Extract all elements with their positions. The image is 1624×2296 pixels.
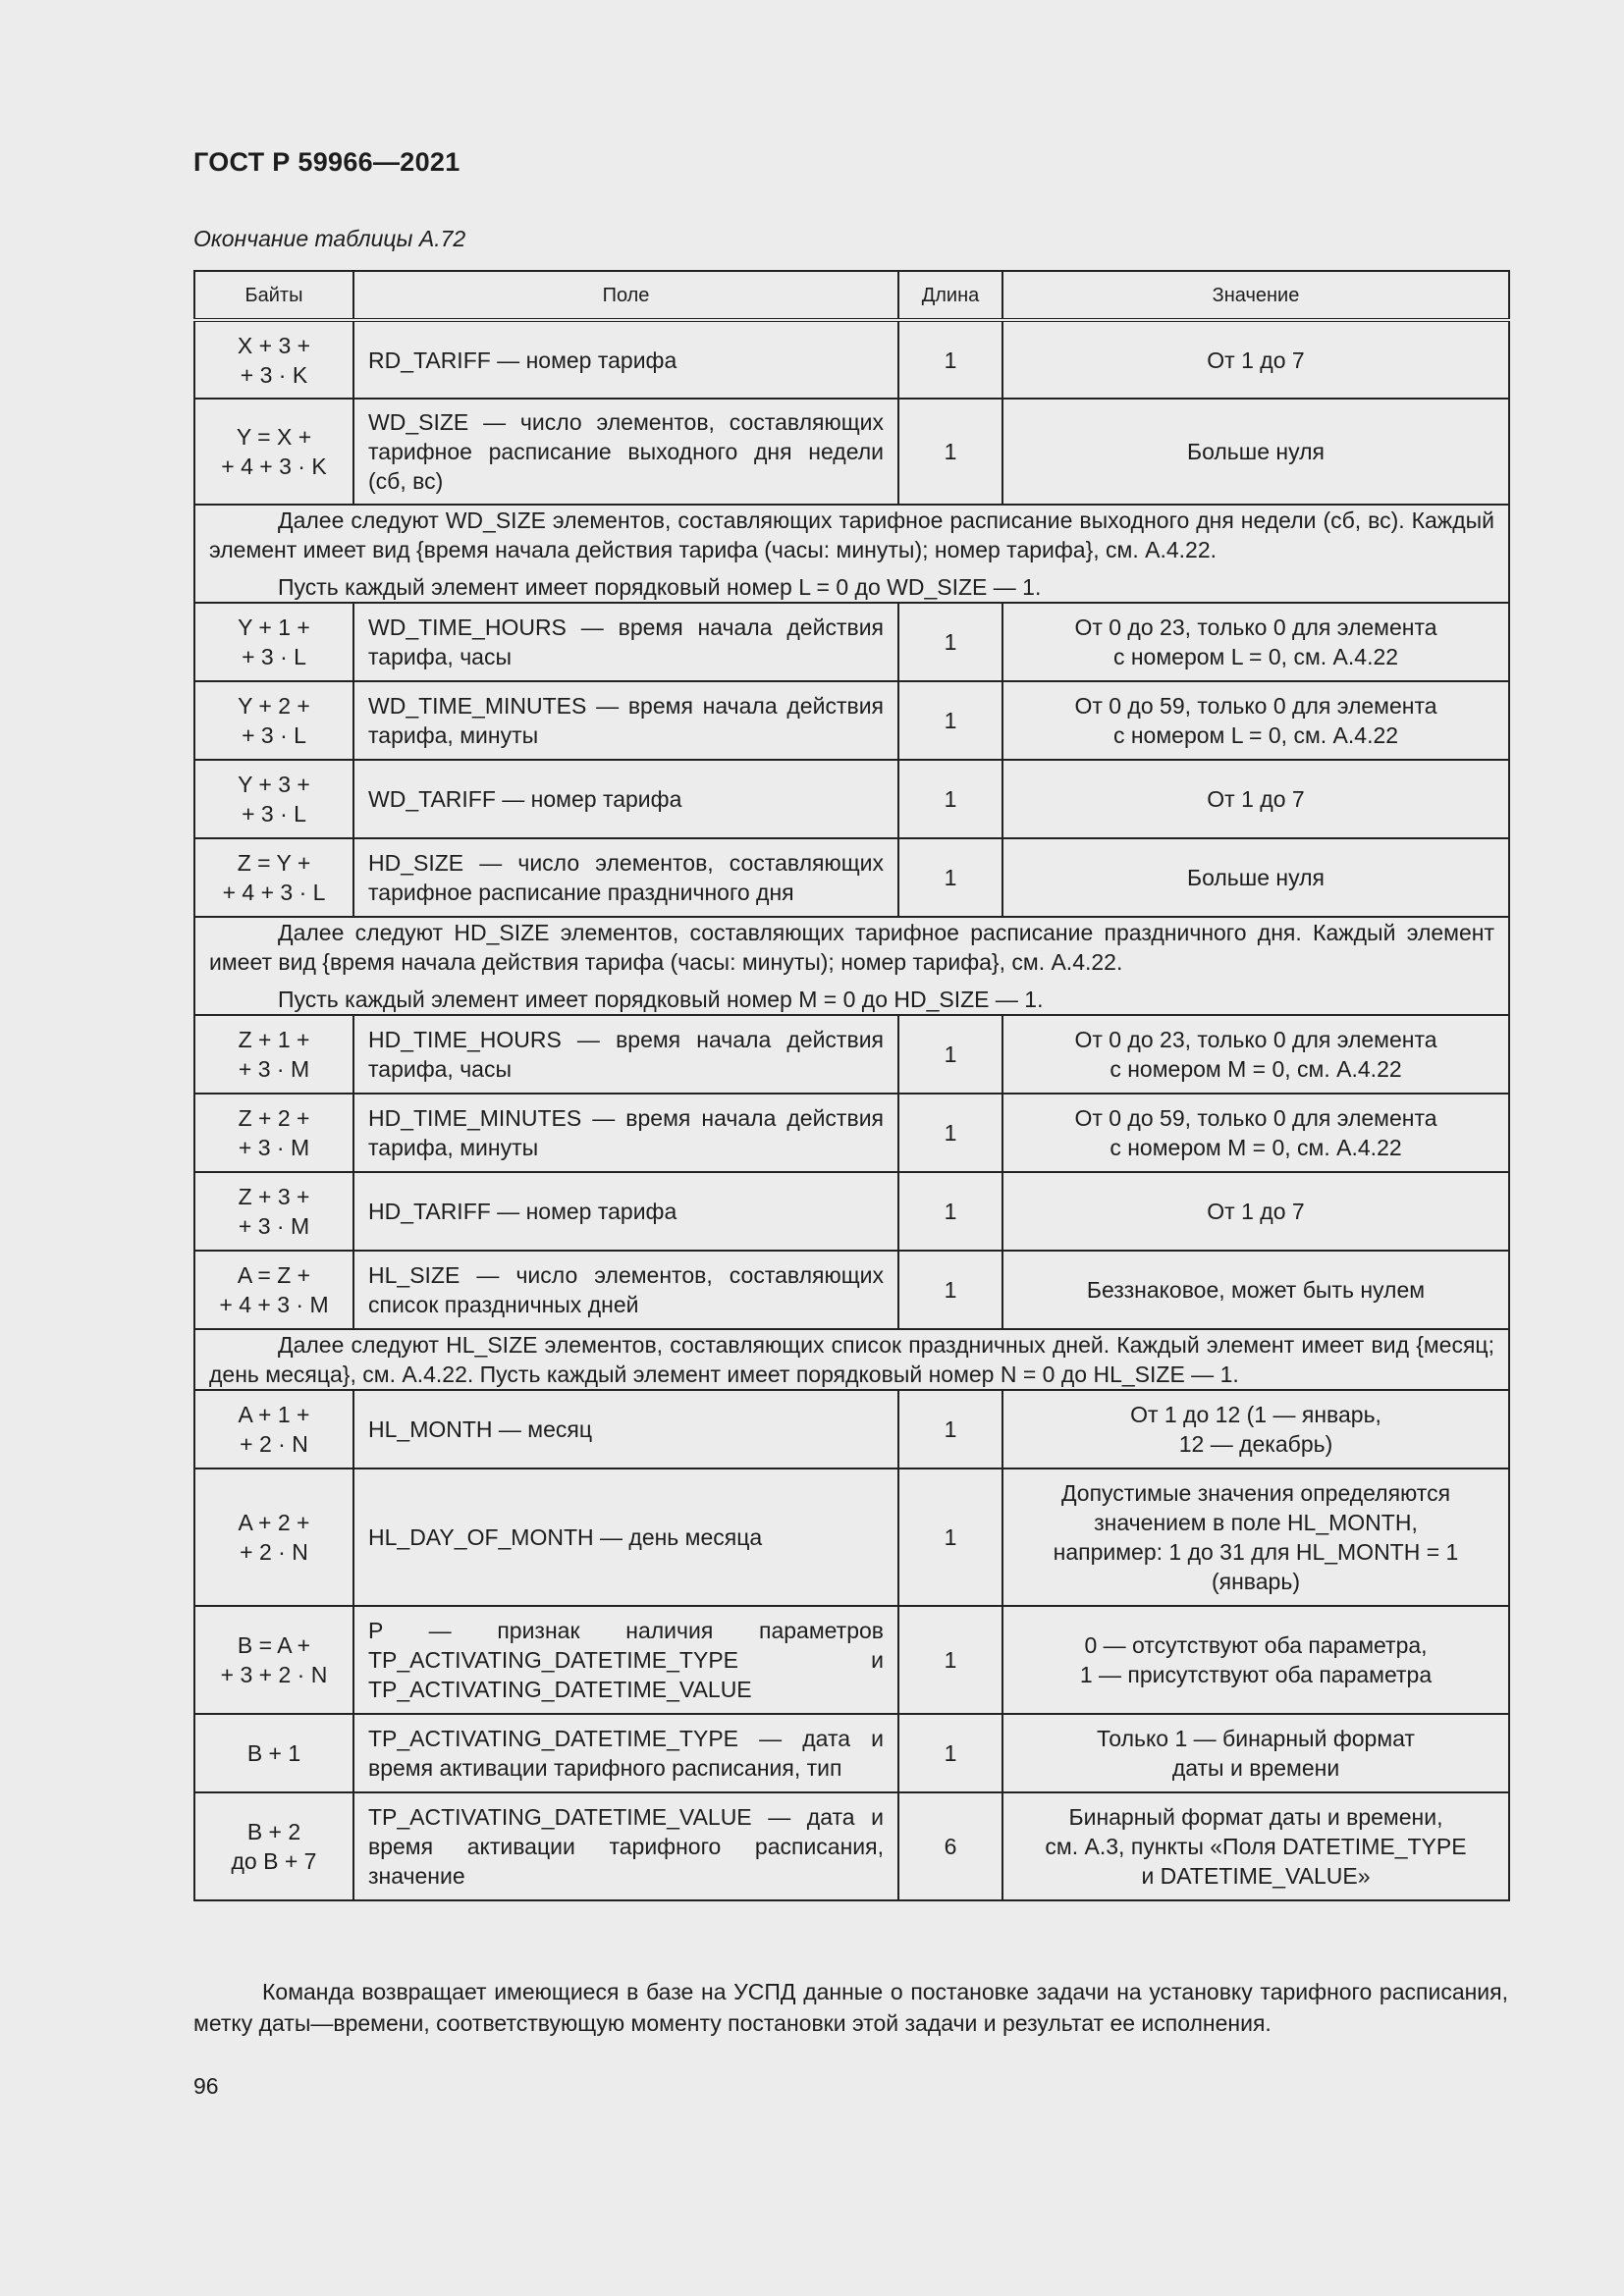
length-cell: 1: [898, 320, 1002, 399]
value-cell: Беззнаковое, может быть нулем: [1002, 1251, 1509, 1329]
field-cell: HD_TIME_HOURS — время начала действия тарифа, часы: [353, 1015, 898, 1094]
length-cell: 1: [898, 1714, 1002, 1792]
bytes-cell: Y + 3 + + 3 · L: [194, 760, 353, 838]
bytes-cell: Z = Y + + 4 + 3 · L: [194, 838, 353, 917]
value-cell: От 0 до 23, только 0 для элемента с номером M = 0, см. А.4.22: [1002, 1015, 1509, 1094]
bytes-cell: A + 1 + + 2 · N: [194, 1390, 353, 1468]
field-cell: HL_MONTH — месяц: [353, 1390, 898, 1468]
length-cell: 1: [898, 1468, 1002, 1606]
length-cell: 1: [898, 1606, 1002, 1714]
bytes-cell: Y = X + + 4 + 3 · K: [194, 399, 353, 505]
length-cell: 1: [898, 603, 1002, 681]
table-note-row: [194, 505, 1509, 603]
length-cell: 1: [898, 1172, 1002, 1251]
table-note-row: [194, 1329, 1509, 1390]
value-cell: От 0 до 59, только 0 для элемента с номером M = 0, см. А.4.22: [1002, 1094, 1509, 1172]
length-cell: 1: [898, 1251, 1002, 1329]
length-cell: 1: [898, 838, 1002, 917]
value-cell: От 1 до 12 (1 — январь, 12 — декабрь): [1002, 1390, 1509, 1468]
length-cell: 1: [898, 760, 1002, 838]
field-cell: HD_TIME_MINUTES — время начала действия тарифа, минуты: [353, 1094, 898, 1172]
length-cell: 1: [898, 681, 1002, 760]
table-row: [194, 1094, 1509, 1172]
value-cell: Допустимые значения определяются значением в поле HL_MONTH, например: 1 до 31 для HL_MONTH = 1 (январь): [1002, 1468, 1509, 1606]
field-cell: HL_SIZE — число элементов, составляющих список праздничных дней: [353, 1251, 898, 1329]
bytes-cell: Y + 1 + + 3 · L: [194, 603, 353, 681]
value-cell: От 1 до 7: [1002, 320, 1509, 399]
value-cell: От 1 до 7: [1002, 760, 1509, 838]
table-row: [194, 1714, 1509, 1792]
table-row: [194, 1390, 1509, 1468]
field-cell: HL_DAY_OF_MONTH — день месяца: [353, 1468, 898, 1606]
column-header-length: Длина: [898, 271, 1002, 320]
bytes-cell: B = A + + 3 + 2 · N: [194, 1606, 353, 1714]
value-cell: Только 1 — бинарный формат даты и времени: [1002, 1714, 1509, 1792]
note-cell: [194, 917, 1509, 1015]
value-cell: От 0 до 23, только 0 для элемента с номером L = 0, см. А.4.22: [1002, 603, 1509, 681]
field-cell: WD_SIZE — число элементов, составляющих тарифное расписание выходного дня недели (сб, вс): [353, 399, 898, 505]
table-header-row: [194, 271, 1509, 320]
bytes-cell: A = Z + + 4 + 3 · M: [194, 1251, 353, 1329]
bytes-cell: Z + 3 + + 3 · M: [194, 1172, 353, 1251]
note-paragraph: Пусть каждый элемент имеет порядковый номер M = 0 до HD_SIZE — 1.: [278, 987, 1044, 1012]
length-cell: 1: [898, 1015, 1002, 1094]
bytes-cell: Y + 2 + + 3 · L: [194, 681, 353, 760]
bytes-cell: B + 2 до B + 7: [194, 1792, 353, 1900]
length-cell: 1: [898, 1390, 1002, 1468]
table-row: [194, 1606, 1509, 1714]
field-cell: HD_SIZE — число элементов, составляющих тарифное расписание праздничного дня: [353, 838, 898, 917]
length-cell: 1: [898, 399, 1002, 505]
bytes-cell: Z + 1 + + 3 · M: [194, 1015, 353, 1094]
closing-paragraph: Команда возвращает имеющиеся в базе на УСПД данные о постановке задачи на установку тарифного расписания, метку даты—времени, соответствующую моменту постановки этой задачи и результат ее исполнения.: [193, 1979, 1508, 2036]
bytes-cell: Z + 2 + + 3 · M: [194, 1094, 353, 1172]
length-cell: 6: [898, 1792, 1002, 1900]
column-header-field: Поле: [353, 271, 898, 320]
table-row: [194, 760, 1509, 838]
note-cell: [194, 1329, 1509, 1390]
column-header-value: Значение: [1002, 271, 1509, 320]
field-cell: HD_TARIFF — номер тарифа: [353, 1172, 898, 1251]
value-cell: От 0 до 59, только 0 для элемента с номером L = 0, см. А.4.22: [1002, 681, 1509, 760]
table-row: [194, 1172, 1509, 1251]
bytes-cell: X + 3 + + 3 · K: [194, 320, 353, 399]
value-cell: Больше нуля: [1002, 838, 1509, 917]
field-cell: WD_TARIFF — номер тарифа: [353, 760, 898, 838]
column-header-bytes: Байты: [194, 271, 353, 320]
table-row: [194, 1015, 1509, 1094]
value-cell: От 1 до 7: [1002, 1172, 1509, 1251]
table-row: [194, 399, 1509, 505]
table-caption: Окончание таблицы А.72: [193, 226, 466, 251]
note-cell: [194, 505, 1509, 603]
table-row: [194, 320, 1509, 399]
table-body: [194, 320, 1509, 1900]
field-cell: WD_TIME_HOURS — время начала действия тарифа, часы: [353, 603, 898, 681]
note-paragraph: Пусть каждый элемент имеет порядковый номер L = 0 до WD_SIZE — 1.: [278, 574, 1042, 600]
table-row: [194, 1251, 1509, 1329]
table-row: [194, 838, 1509, 917]
value-cell: Бинарный формат даты и времени, см. А.3, пункты «Поля DATETIME_TYPE и DATETIME_VALUE»: [1002, 1792, 1509, 1900]
field-cell: P — признак наличия параметров TP_ACTIVATING_DATETIME_TYPE и TP_ACTIVATING_DATETIME_VALUE: [353, 1606, 898, 1714]
table-row: [194, 1792, 1509, 1900]
value-cell: Больше нуля: [1002, 399, 1509, 505]
field-cell: TP_ACTIVATING_DATETIME_TYPE — дата и время активации тарифного расписания, тип: [353, 1714, 898, 1792]
field-cell: WD_TIME_MINUTES — время начала действия тарифа, минуты: [353, 681, 898, 760]
note-paragraph: Далее следуют HD_SIZE элементов, составляющих тарифное расписание праздничного дня. Каждый элемент имеет вид {время начала действия тарифа (часы: минуты); номер тарифа}, см. А.4.22.: [209, 920, 1494, 975]
page-number: 96: [193, 2073, 219, 2099]
field-cell: RD_TARIFF — номер тарифа: [353, 320, 898, 399]
data-table: [193, 270, 1510, 1901]
document-code: ГОСТ Р 59966—2021: [193, 147, 460, 177]
value-cell: 0 — отсутствуют оба параметра, 1 — присутствуют оба параметра: [1002, 1606, 1509, 1714]
field-cell: TP_ACTIVATING_DATETIME_VALUE — дата и время активации тарифного расписания, значение: [353, 1792, 898, 1900]
note-paragraph: Далее следуют WD_SIZE элементов, составляющих тарифное расписание выходного дня недели (сб, вс). Каждый элемент имеет вид {время начала действия тарифа (часы: минуты); номер тарифа}, см. А.4.22.: [209, 507, 1494, 562]
note-paragraph: Далее следуют HL_SIZE элементов, составляющих список праздничных дней. Каждый элемент имеет вид {месяц; день месяца}, см. А.4.22. Пусть каждый элемент имеет порядковый номер N = 0 до HL_SIZE — 1.: [209, 1332, 1494, 1387]
table-row: [194, 1468, 1509, 1606]
table-note-row: [194, 917, 1509, 1015]
table-row: [194, 681, 1509, 760]
bytes-cell: B + 1: [194, 1714, 353, 1792]
bytes-cell: A + 2 + + 2 · N: [194, 1468, 353, 1606]
length-cell: 1: [898, 1094, 1002, 1172]
table-row: [194, 603, 1509, 681]
